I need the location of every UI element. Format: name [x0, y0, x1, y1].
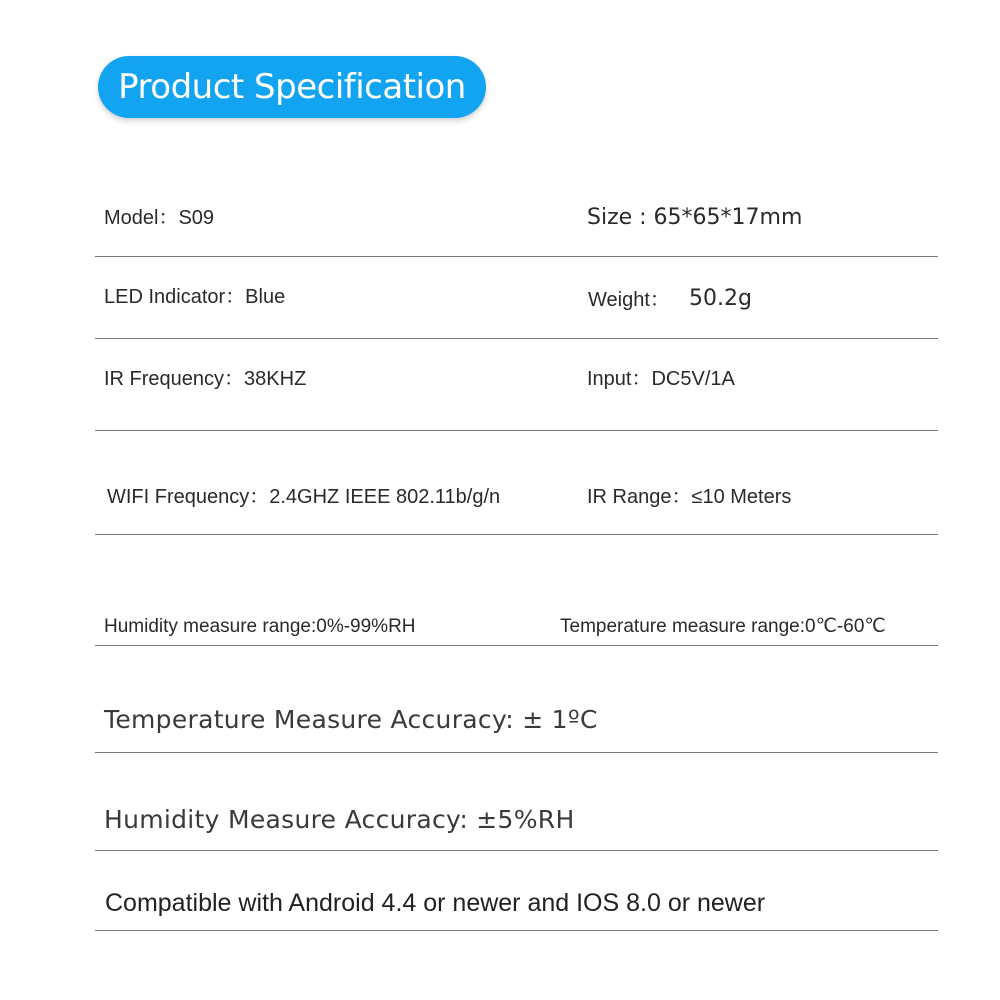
- divider: [95, 338, 938, 339]
- spec-input: Input：DC5V/1A: [587, 368, 735, 390]
- divider: [95, 256, 938, 257]
- spec-model: Model：S09: [104, 207, 215, 229]
- page-title: Product Specification: [118, 67, 466, 107]
- spec-weight-value: 50.2g: [689, 286, 752, 311]
- divider: [95, 534, 938, 535]
- spec-compatibility: Compatible with Android 4.4 or newer and IOS 8.0 or newer: [105, 889, 766, 917]
- title-banner: [98, 56, 486, 118]
- spec-weight-label: Weight：: [588, 289, 670, 311]
- spec-ir-range: IR Range：≤10 Meters: [587, 486, 792, 508]
- spec-temperature-accuracy: Temperature Measure Accuracy: ± 1ºC: [104, 705, 598, 734]
- divider: [95, 850, 938, 851]
- spec-wifi-frequency: WIFI Frequency：2.4GHZ IEEE 802.11b/g/n: [107, 486, 501, 508]
- divider: [95, 752, 938, 753]
- spec-led-indicator: LED Indicator：Blue: [104, 286, 286, 308]
- divider: [95, 645, 938, 646]
- divider: [95, 930, 938, 931]
- spec-temperature-range: Temperature measure range:0℃-60℃: [560, 616, 886, 637]
- spec-ir-frequency: IR Frequency：38KHZ: [104, 368, 307, 390]
- spec-humidity-range: Humidity measure range:0%-99%RH: [104, 616, 416, 637]
- spec-size: Size : 65*65*17mm: [587, 205, 803, 230]
- spec-humidity-accuracy: Humidity Measure Accuracy: ±5%RH: [104, 805, 575, 834]
- divider: [95, 430, 938, 431]
